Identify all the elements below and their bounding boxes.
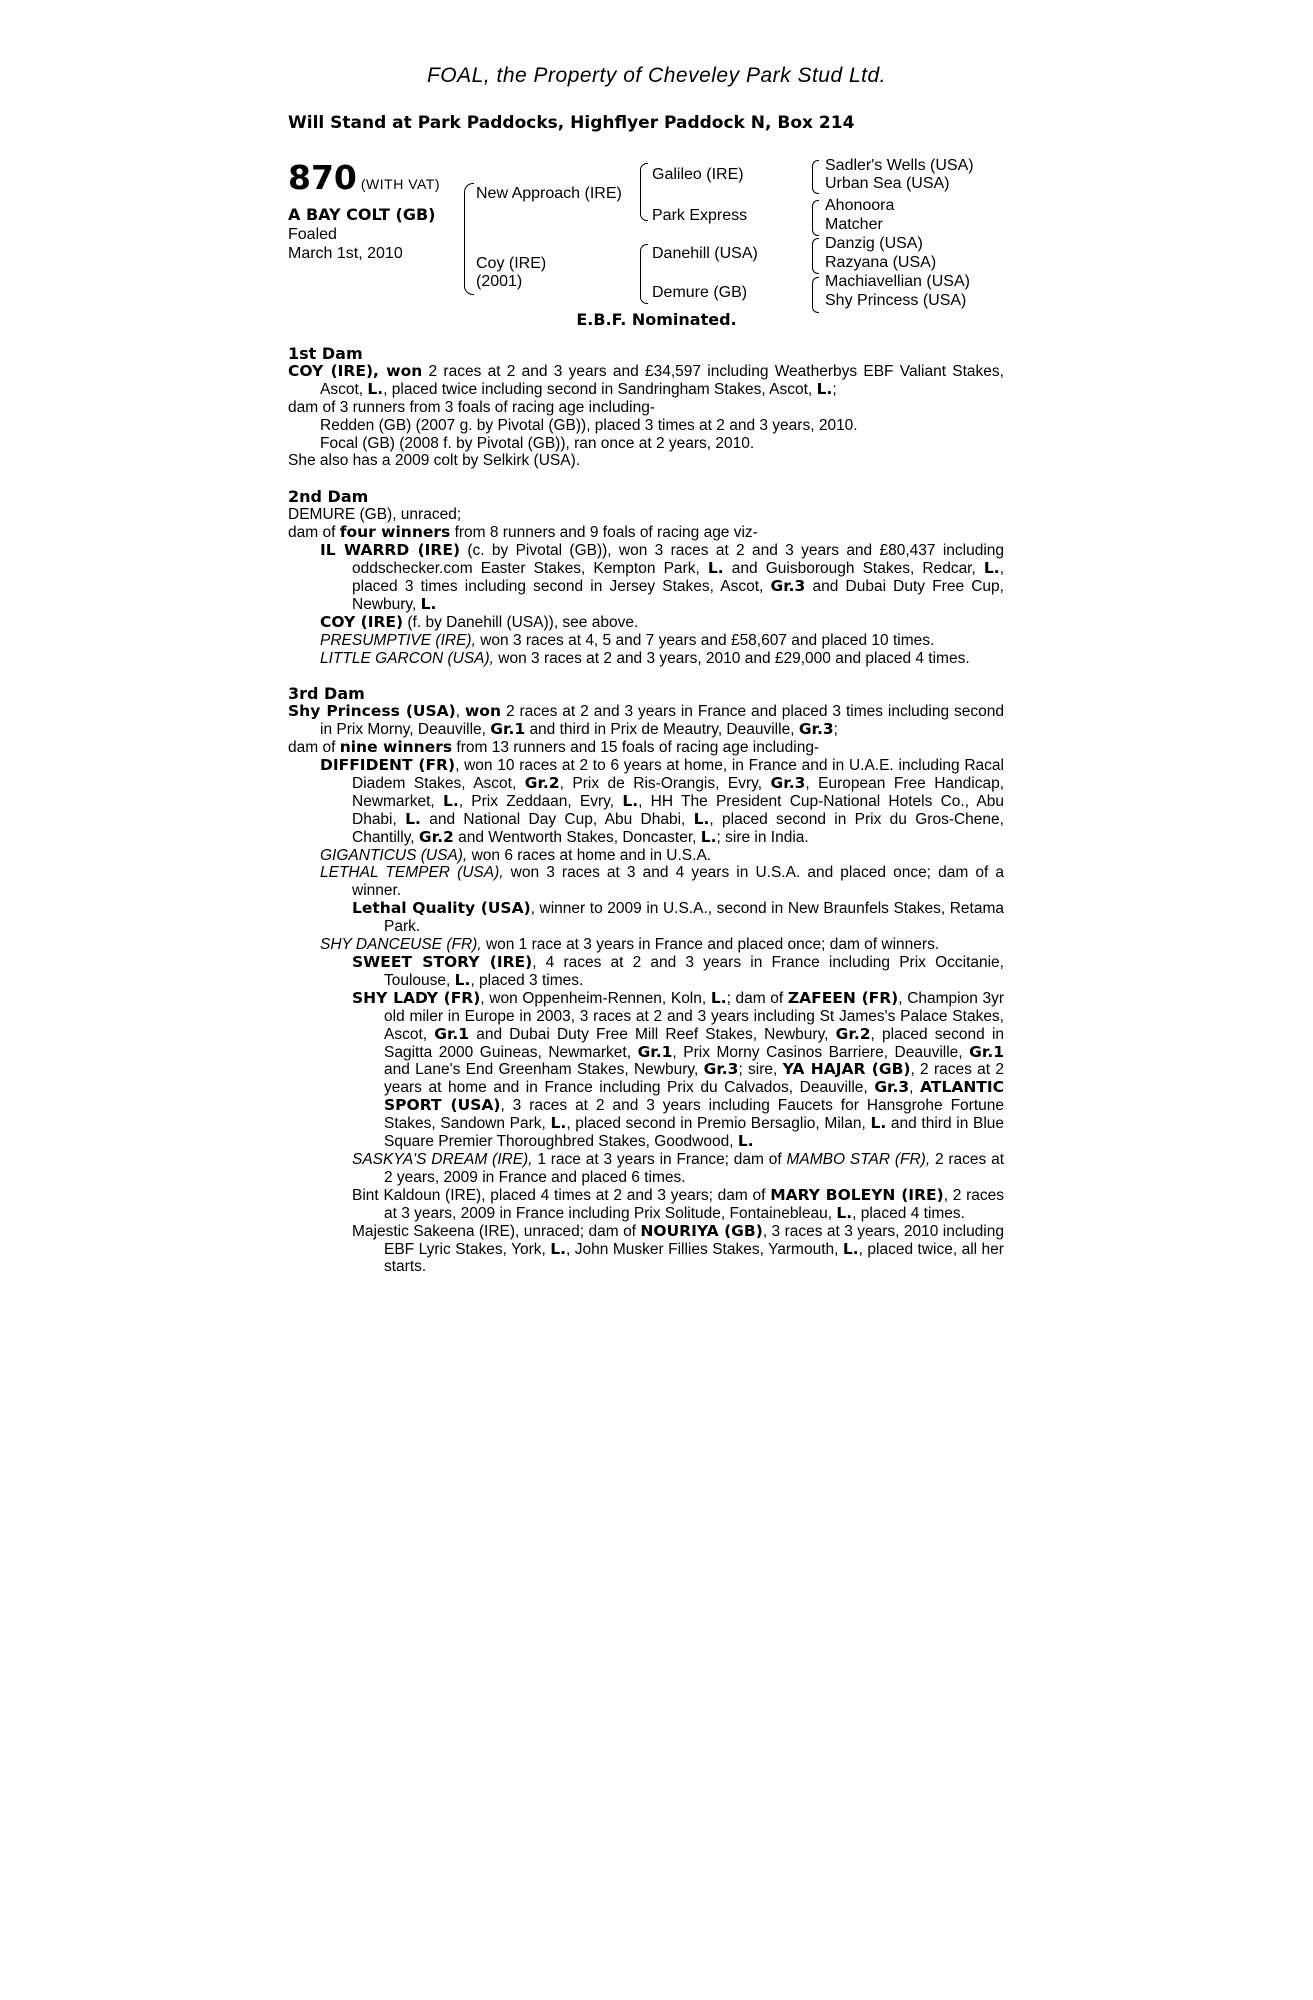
- race-text: , Prix Zeddaan, Evry,: [458, 792, 615, 810]
- produce-bint-kaldoun: [288, 1187, 1004, 1223]
- group-mark: Gr.3: [770, 576, 806, 595]
- vat-note: (WITH VAT): [360, 176, 441, 192]
- race-text: , Prix de Ris-Orangis, Evry,: [559, 774, 763, 792]
- group-mark: Gr.1: [490, 720, 526, 739]
- pedigree-dam-year: (2001): [476, 273, 523, 290]
- horse-name: DIFFIDENT (FR): [320, 756, 456, 775]
- race-text: (c. by Pivotal (GB)), won 3 races at 2 and 3 years and £80,437 including oddschecker.com Easter Stakes, Kempton Park,: [352, 542, 1005, 577]
- won-mark: won: [464, 702, 501, 721]
- first-dam-text: 2 races at 2 and 3 years and £34,597 including Weatherbys EBF Valiant Stakes, Ascot,: [320, 362, 1004, 398]
- catalogue-header: FOAL, the Property of Cheveley Park Stud Ltd.: [426, 64, 887, 87]
- group-mark: Gr.2: [835, 1024, 871, 1043]
- produce-shy-danceuse: [288, 936, 1004, 954]
- race-text: , winner to 2009 in U.S.A., second in New Braunfels Stakes, Retama Park.: [384, 900, 1004, 936]
- group-mark: Gr.3: [703, 1060, 739, 1079]
- brace-dd: [812, 277, 819, 313]
- race-text: , won Oppenheim-Rennen, Koln,: [480, 989, 707, 1007]
- produce-giganticus: [288, 847, 1004, 865]
- horse-name: COY (IRE): [320, 612, 404, 631]
- produce-diffident: [288, 757, 1004, 847]
- brace-dam: [640, 244, 648, 304]
- listed-mark: L.: [700, 827, 717, 846]
- horse-name: LETHAL TEMPER (USA),: [320, 864, 504, 882]
- horse-name: PRESUMPTIVE (IRE),: [320, 631, 476, 649]
- pedigree-sire-dam: Park Express: [652, 207, 748, 224]
- first-dam-produce-3: She also has a 2009 colt by Selkirk (USA).: [288, 452, 581, 470]
- third-dam-winners: [288, 739, 1004, 757]
- horse-name: NOURIYA (GB): [640, 1221, 763, 1240]
- race-text: , placed second in Prix du Gros-Chene, Chantilly,: [352, 810, 1004, 846]
- pedigree-ssd: Urban Sea (USA): [825, 175, 950, 192]
- horse-name: SWEET STORY (IRE): [352, 953, 533, 971]
- race-text: , 3 races at 3 years, 2010 including EBF Lyric Stakes, York,: [384, 1222, 1004, 1258]
- race-text: , placed second in Sagitta 2000 Guineas, Newmarket,: [384, 1025, 1005, 1061]
- pedigree-dss: Danzig (USA): [825, 235, 923, 252]
- race-text: , placed second in Premio Bersaglio, Milan,: [566, 1115, 866, 1133]
- group-mark: Gr.2: [418, 827, 454, 846]
- race-text: , 2 races at 3 years, 2009 in France including Prix Solitude, Fontainebleau,: [384, 1186, 1004, 1222]
- winners-count: nine winners: [339, 738, 453, 757]
- listed-mark: L.: [550, 1239, 567, 1258]
- horse-name: SHY DANCEUSE (FR),: [320, 936, 482, 954]
- first-dam-produce-1: Redden (GB) (2007 g. by Pivotal (GB)), placed 3 times at 2 and 3 years, 2010.: [320, 416, 858, 434]
- group-mark: Gr.1: [434, 1024, 470, 1043]
- lot-num: 870: [288, 158, 357, 197]
- race-text: Majestic Sakeena (IRE), unraced; dam of: [352, 1222, 636, 1240]
- listed-mark: L.: [550, 1114, 567, 1133]
- pedigree-dam-dam: Demure (GB): [652, 284, 748, 301]
- listed-mark: L.: [442, 791, 459, 810]
- brace-ss: [812, 160, 819, 194]
- race-text: , won 10 races at 2 to 6 years at home, in France and in U.A.E. including Racal Diadem Stakes, Ascot,: [352, 757, 1004, 792]
- race-text: , 2 races at 2 years at home and in France including Prix du Calvados, Deauville,: [384, 1061, 1004, 1097]
- pedigree-dds: Machiavellian (USA): [825, 273, 970, 290]
- listed-mark: L.: [836, 1203, 853, 1222]
- produce-little-garcon: [288, 650, 1004, 668]
- pedigree-dam-sire: Danehill (USA): [652, 245, 758, 262]
- brace-gen1: [464, 183, 474, 295]
- pedigree-sire-sire: Galileo (IRE): [652, 166, 744, 183]
- listed-mark: L.: [737, 1132, 754, 1151]
- race-text: and Dubai Duty Free Cup, Newbury,: [352, 577, 1004, 613]
- race-text: , placed twice, all her starts.: [384, 1240, 1004, 1276]
- race-text: 2 races at 2 and 3 years in France and placed 3 times including second in Prix Morny, Deauville,: [320, 703, 1004, 739]
- horse-name: SASKYA'S DREAM (IRE),: [352, 1150, 533, 1168]
- dam-of-text: dam of: [288, 739, 336, 757]
- race-text: , HH The President Cup-National Hotels Co., Abu Dhabi,: [352, 792, 1004, 828]
- first-dam-heading: 1st Dam: [288, 344, 363, 363]
- group-mark: Gr.3: [770, 773, 806, 792]
- group-mark: Gr.1: [637, 1042, 673, 1061]
- listed-mark: L.: [870, 1114, 887, 1133]
- race-text: , placed 3 times.: [470, 971, 584, 989]
- listed-mark: L.: [710, 988, 727, 1007]
- dam-of-text: dam of: [288, 524, 336, 542]
- pedigree-sss: Sadler's Wells (USA): [825, 157, 974, 174]
- produce-saskyas-dream: [288, 1151, 1004, 1187]
- race-text: and National Day Cup, Abu Dhabi,: [429, 810, 686, 828]
- group-mark: Gr.3: [798, 720, 834, 739]
- listed-mark: L.: [707, 558, 724, 577]
- horse-name: SHY LADY (FR): [352, 988, 481, 1007]
- race-text: 2 races at 2 years, 2009 in France and placed 6 times.: [384, 1150, 1005, 1186]
- race-text: , Champion 3yr old miler in Europe in 2003, 3 races at 2 and 3 years including St James's Palace Stakes, Ascot,: [384, 989, 1005, 1043]
- pedigree-sdd: Matcher: [825, 216, 883, 233]
- first-dam-produce-2: Focal (GB) (2008 f. by Pivotal (GB)), ran once at 2 years, 2010.: [320, 434, 755, 452]
- first-dam-text2: , placed twice including second in Sandringham Stakes, Ascot,: [383, 380, 813, 398]
- listed-mark: L.: [842, 1239, 859, 1258]
- brace-ds: [812, 238, 819, 274]
- group-mark: Gr.1: [969, 1042, 1004, 1061]
- race-text: , Prix Morny Casinos Barriere, Deauville,: [672, 1043, 963, 1061]
- horse-name: IL WARRD (IRE): [320, 541, 461, 560]
- produce-sweet-story: [288, 954, 1004, 990]
- second-dam-heading: 2nd Dam: [288, 487, 369, 507]
- pedigree-ddd: Shy Princess (USA): [825, 292, 967, 309]
- produce-majestic-sakeena: [288, 1223, 1004, 1277]
- ebf-nominated: E.B.F. Nominated.: [576, 310, 737, 329]
- foaled-info: [288, 225, 403, 263]
- second-dam-intro: DEMURE (GB), unraced;: [288, 506, 462, 524]
- horse-name: GIGANTICUS (USA),: [320, 846, 468, 864]
- race-text: ; dam of: [726, 989, 784, 1007]
- third-dam-heading: 3rd Dam: [288, 684, 365, 704]
- stand-location: Will Stand at Park Paddocks, Highflyer Paddock N, Box 214: [288, 113, 855, 133]
- pedigree-sds: Ahonoora: [825, 197, 895, 214]
- horse-name: MARY BOLEYN (IRE): [770, 1185, 944, 1204]
- race-text: ; sire in India.: [716, 828, 809, 846]
- race-text: won 3 races at 4, 5 and 7 years and £58,607 and placed 10 times.: [480, 631, 935, 649]
- race-text: won 3 races at 3 and 4 years in U.S.A. and placed once; dam of a winner.: [352, 864, 1004, 900]
- listed-mark: L.: [983, 558, 1000, 577]
- race-text: and third in Blue Square Premier Thoroughbred Stakes, Goodwood,: [384, 1115, 1005, 1151]
- race-text: and Guisborough Stakes, Redcar,: [731, 559, 976, 577]
- listed-mark: L.: [420, 594, 437, 613]
- race-text: , 4 races at 2 and 3 years in France including Prix Occitanie, Toulouse,: [384, 954, 1004, 989]
- foaled-label: Foaled: [288, 226, 337, 243]
- race-text: won 1 race at 3 years in France and placed once; dam of winners.: [485, 936, 940, 954]
- produce-presumptive: [288, 632, 1004, 650]
- lot-name: A BAY COLT (GB): [288, 205, 436, 224]
- race-text: and Dubai Duty Free Mill Reef Stakes, Newbury,: [476, 1025, 829, 1043]
- race-text: won 3 races at 2 and 3 years, 2010 and £29,000 and placed 4 times.: [498, 649, 970, 667]
- foals-text: from 13 runners and 15 foals of racing age including-: [456, 739, 820, 757]
- produce-il-warrd: [288, 542, 1004, 614]
- third-dam-record: Shy Princess (USA), won 2 races at 2 and 3 years in France and placed 3 times including second in Prix Morny, Deauville, Gr.1 and third in Prix de Meautry, Deauville, Gr.3;: [288, 702, 1004, 739]
- horse-name: MAMBO STAR (FR),: [786, 1150, 931, 1168]
- race-text: , placed 3 times including second in Jersey Stakes, Ascot,: [352, 559, 1004, 595]
- pedigree-dam: Coy (IRE): [476, 255, 547, 272]
- race-text: and Lane's End Greenham Stakes, Newbury,: [384, 1061, 699, 1079]
- horse-name: ZAFEEN (FR): [787, 988, 899, 1007]
- pedigree-dsd: Razyana (USA): [825, 254, 937, 271]
- foaled-date: March 1st, 2010: [288, 245, 403, 262]
- race-text: 1 race at 3 years in France; dam of: [537, 1150, 782, 1168]
- race-text: , placed 4 times.: [852, 1204, 965, 1222]
- foals-text: from 8 runners and 9 foals of racing age viz-: [454, 524, 758, 542]
- race-text: Bint Kaldoun (IRE), placed 4 times at 2 and 3 years; dam of: [352, 1186, 766, 1204]
- listed-mark: L.: [622, 791, 639, 810]
- pedigree-sire: New Approach (IRE): [476, 185, 622, 202]
- listed-mark: L.: [816, 379, 833, 398]
- race-text: and Wentworth Stakes, Doncaster,: [458, 828, 697, 846]
- horse-name: YA HAJAR (GB): [782, 1060, 911, 1079]
- race-text: won 6 races at home and in U.S.A.: [471, 846, 712, 864]
- produce-shy-lady: SHY LADY (FR), won Oppenheim-Rennen, Koln, L.; dam of ZAFEEN (FR), Champion 3yr old miler in Europe in 2003, 3 races at 2 and 3 years including St James's Palace Stakes, Ascot, Gr.1 and Dubai Duty Free Mill Reef Stakes, Newbury, Gr.2, placed second in Sagitta 2000 Guineas, Newmarket, Gr.1, Prix Morny Casinos Barriere, Deauville, Gr.1 and Lane's End Greenham Stakes, Newbury, Gr.3; sire, YA HAJAR (GB), 2 races at 2 years at home and in France including Prix du Calvados, Deauville, Gr.3, ATLANTIC SPORT (USA), 3 races at 2 and 3 years including Faucets for Hansgrohe Fortune Stakes, Sandown Park, L., placed second in Premio Bersaglio, Milan, L. and third in Blue Square Premier Thoroughbred Stakes, Goodwood, L.: [352, 988, 1005, 1151]
- brace-sd: [812, 200, 819, 236]
- race-text: , John Musker Fillies Stakes, Yarmouth,: [566, 1240, 839, 1258]
- race-text: (f. by Danehill (USA)), see above.: [407, 613, 639, 631]
- winners-count: four winners: [339, 523, 451, 542]
- race-text: ; sire,: [738, 1061, 778, 1079]
- listed-mark: L.: [405, 809, 421, 828]
- race-text: , 3 races at 2 and 3 years including Faucets for Hansgrohe Fortune Stakes, Sandown Park,: [384, 1097, 1004, 1133]
- race-text: , European Free Handicap, Newmarket,: [352, 774, 1004, 810]
- lot-number: [288, 158, 440, 197]
- race-text: and third in Prix de Meautry, Deauville,: [529, 721, 795, 739]
- brace-sire: [640, 163, 648, 221]
- first-dam-record: COY (IRE), won 2 races at 2 and 3 years and £34,597 including Weatherbys EBF Valiant Stakes, Ascot, L., placed twice including second in Sandringham Stakes, Ascot, L.;: [288, 361, 1004, 398]
- horse-name: ATLANTIC SPORT (USA): [384, 1078, 1005, 1115]
- listed-mark: L.: [693, 809, 710, 828]
- horse-name: LITTLE GARCON (USA),: [320, 649, 494, 667]
- produce-coy: [288, 614, 1004, 632]
- group-mark: Gr.2: [524, 773, 560, 792]
- catalogue-body: [288, 345, 1004, 1276]
- horse-name: Lethal Quality (USA): [352, 899, 531, 918]
- listed-mark: L.: [454, 970, 471, 989]
- first-dam-name: COY (IRE), won: [288, 361, 423, 380]
- horse-name: Shy Princess (USA): [288, 702, 456, 721]
- second-dam-winners: [288, 524, 1004, 542]
- first-dam-produce-intro: dam of 3 runners from 3 foals of racing age including-: [288, 398, 656, 416]
- group-mark: Gr.3: [874, 1078, 910, 1097]
- listed-mark: L.: [367, 379, 384, 398]
- produce-lethal-temper: [288, 864, 1004, 900]
- produce-lethal-quality: [288, 900, 1004, 936]
